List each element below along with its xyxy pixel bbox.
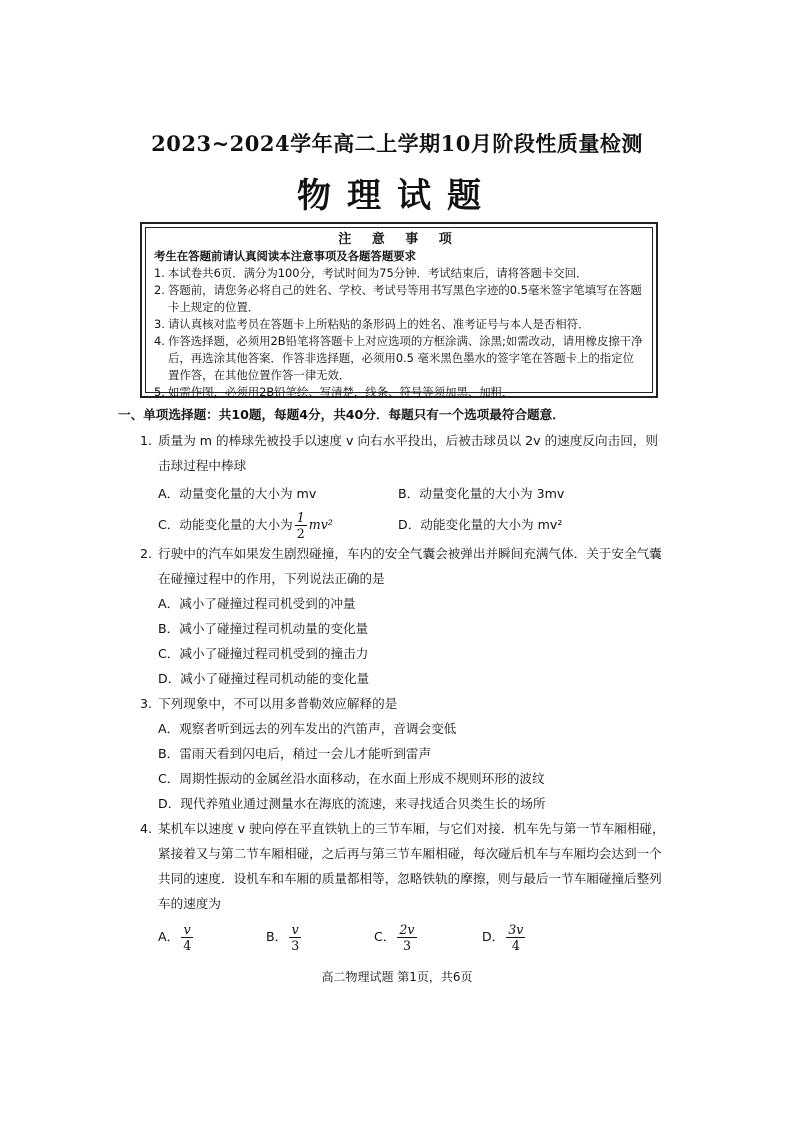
- fraction-numerator: v: [289, 922, 301, 938]
- question-number: 1.: [140, 433, 153, 448]
- fraction-numerator: v: [181, 922, 193, 938]
- question-text: 下列现象中，不可以用多普勒效应解释的是: [158, 696, 398, 711]
- question-stem: [140, 816, 668, 916]
- questions: [118, 402, 668, 954]
- option-b: B．雷雨天看到闪电后，稍过一会儿才能听到雷声: [158, 746, 432, 761]
- option-label: C．: [374, 929, 396, 944]
- fraction: [295, 510, 307, 541]
- question-text: 质量为 m 的棒球先被投手以速度 v 向右水平投出，后被击球员以 2v 的速度反向击回，则击球过程中棒球: [158, 433, 658, 473]
- exam-title: 2023~2024学年高二上学期10月阶段性质量检测: [151, 131, 643, 156]
- fraction: [506, 922, 525, 953]
- notice-item-number: 3.: [154, 317, 165, 331]
- fraction-denominator: 4: [183, 938, 192, 953]
- question-stem: [140, 541, 668, 591]
- option-c-text: C．动能变化量的大小为: [158, 517, 293, 532]
- option-c: C．周期性振动的金属丝沿水面移动，在水面上形成不规则环形的波纹: [158, 771, 545, 786]
- option-label: D．: [482, 929, 505, 944]
- notice-item: [154, 333, 644, 384]
- subject-title: 物理试题: [297, 176, 497, 216]
- page-footer: 高二物理试题 第1页，共6页: [321, 970, 473, 984]
- fraction-denominator: 2: [296, 526, 305, 541]
- option-a: A．减小了碰撞过程司机受到的冲量: [158, 596, 356, 611]
- fraction: [181, 922, 193, 953]
- fraction: [289, 922, 301, 953]
- question-number: 2.: [140, 546, 153, 561]
- option-b: [266, 920, 374, 954]
- option-c: [158, 509, 398, 541]
- notice-item-text: 如需作图，必须用2B铅笔绘、写清楚，线条、符号等须加黑、加粗．: [168, 385, 514, 399]
- option-row: [140, 920, 668, 954]
- option-b: B．减小了碰撞过程司机动量的变化量: [158, 621, 369, 636]
- notice-box-inner: [145, 227, 653, 399]
- question-3: [140, 691, 668, 816]
- notice-title: 注 意 事 项: [338, 232, 460, 247]
- notice-item-text: 答题前，请您务必将自己的姓名、学校、考试号等用书写黑色字迹的0.5毫米签字笔填写在答题卡上规定的位置．: [168, 283, 642, 314]
- option-d: D．现代养殖业通过测量水在海底的流速，来寻找适合贝类生长的场所: [158, 796, 546, 811]
- fraction-numerator: 2v: [399, 922, 415, 937]
- notice-item: [154, 384, 644, 401]
- question-stem: [140, 428, 668, 478]
- question-stem: [140, 691, 668, 716]
- question-1: [140, 428, 668, 541]
- option-c-formula: mv²: [308, 517, 333, 532]
- option-c: [374, 920, 482, 954]
- section-heading: 一、单项选择题：共10题，每题4分，共40分．每题只有一个选项最符合题意．: [118, 407, 565, 422]
- option-a: A．动量变化量的大小为 mv: [158, 486, 317, 501]
- option-label: A．: [158, 929, 180, 944]
- fraction: [397, 922, 416, 953]
- option-d: [482, 920, 590, 954]
- notice-item: [154, 265, 644, 282]
- fraction-denominator: 3: [402, 938, 411, 953]
- question-number: 4.: [140, 821, 153, 836]
- option-row: [140, 509, 668, 541]
- option-c: C．减小了碰撞过程司机受到的撞击力: [158, 646, 369, 661]
- notice-subtitle: 考生在答题前请认真阅读本注意事项及各题答题要求: [154, 249, 416, 263]
- question-text: 行驶中的汽车如果发生剧烈碰撞，车内的安全气囊会被弹出并瞬间充满气体．关于安全气囊在碰撞过程中的作用，下列说法正确的是: [158, 546, 662, 586]
- notice-item-text: 作答选择题，必须用2B铅笔将答题卡上对应选项的方框涂满、涂黑;如需改动，请用橡皮擦干净后，再选涂其他答案．作答非选择题，必须用0.5 毫米黑色墨水的签字笔在答题卡上的指定位置作答，在其他位置作答一律无效．: [168, 334, 643, 382]
- fraction-denominator: 4: [511, 938, 520, 953]
- option-a: [158, 920, 266, 954]
- option-a: A．观察者听到远去的列车发出的汽笛声，音调会变低: [158, 721, 457, 736]
- option-row: [140, 478, 668, 509]
- option-d: D．动能变化量的大小为 mv²: [398, 517, 563, 532]
- notice-item: [154, 316, 644, 333]
- notice-item-number: 1.: [154, 266, 165, 280]
- notice-item-number: 4.: [154, 334, 165, 348]
- fraction-numerator: 1: [296, 510, 305, 525]
- question-number: 3.: [140, 696, 153, 711]
- fraction-denominator: 3: [291, 938, 300, 953]
- notice-item-text: 请认真核对监考员在答题卡上所粘贴的条形码上的姓名、准考证号与本人是否相符．: [168, 317, 590, 331]
- option-label: B．: [266, 929, 288, 944]
- notice-item-number: 2.: [154, 283, 165, 297]
- notice-box: [140, 222, 658, 398]
- notice-item-text: 本试卷共6页．满分为100分，考试时间为75分钟．考试结束后，请将答题卡交回．: [168, 266, 588, 280]
- fraction-numerator: 3v: [508, 922, 524, 937]
- question-4: [140, 816, 668, 954]
- question-2: [140, 541, 668, 691]
- option-b: B．动量变化量的大小为 3mv: [398, 486, 565, 501]
- option-d: D．减小了碰撞过程司机动能的变化量: [158, 671, 370, 686]
- question-text: 某机车以速度 v 驶向停在平直铁轨上的三节车厢，与它们对接．机车先与第一节车厢相碰，紧接着又与第二节车厢相碰，之后再与第三节车厢相碰，每次碰后机车与车厢均会达到一个共同的速度．设机车和车厢的质量都相等，忽略铁轨的摩擦，则与最后一节车厢碰撞后整列车的速度为: [158, 821, 665, 911]
- notice-item: [154, 282, 644, 316]
- notice-item-number: 5.: [154, 385, 165, 399]
